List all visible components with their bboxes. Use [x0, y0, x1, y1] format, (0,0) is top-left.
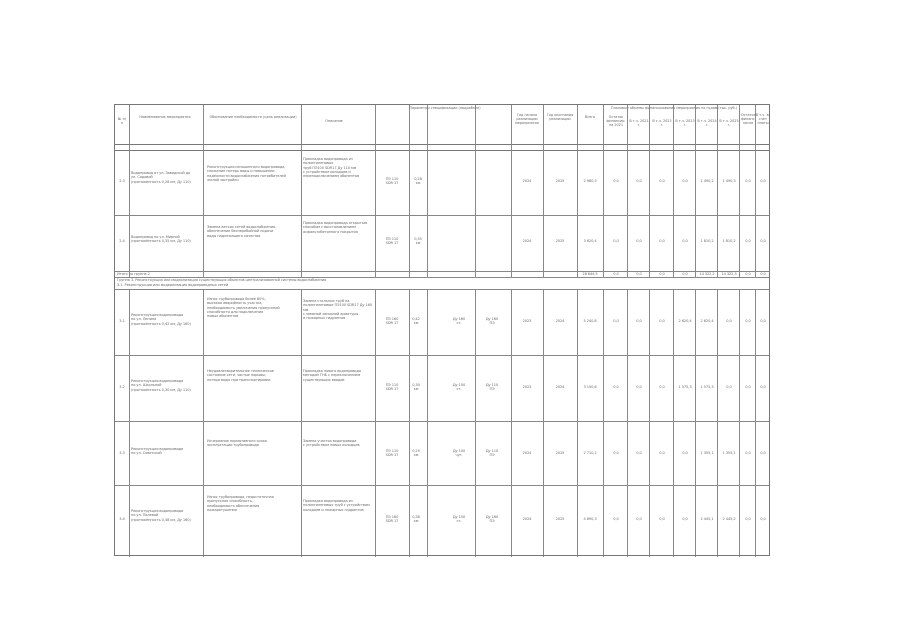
header-y4: В т.ч. 2023 г. [675, 119, 695, 127]
group-title: Группа 3. Реконструкция или модернизация существующих объектов централизованной системы водоснабжения [117, 278, 327, 282]
subtotal-y1: 0,0 [613, 272, 619, 276]
column-divider [577, 105, 578, 277]
column-divider [717, 105, 718, 277]
row-desc: Прокладка водопровода из полиэтиленовых труб ПЭ100 SDR17 Ду 110 мм с устройством колодцев и переподключением абонентов [303, 157, 360, 179]
row-desc: Прокладка нового водопровода методом ГНБ с переключением существующих вводов [303, 369, 361, 382]
column-divider [129, 289, 130, 557]
header-last: В т.ч. за счет платы [755, 113, 771, 125]
row-desc: Замена участка водопровода с устройством новых колодцев [303, 439, 360, 448]
header-num: № п/п [118, 117, 126, 125]
row-basis: Замена ветхих сетей водоснабжения, обеспечение бесперебойной подачи воды надлежащего качества [207, 225, 277, 238]
header-rest: Остаток финанс. после [741, 113, 756, 125]
subtotal-y4: 0,0 [682, 272, 688, 276]
subtotal-y3: 0,0 [659, 272, 665, 276]
row-num: 2.3 [119, 179, 125, 183]
row-end: 2025 [555, 517, 565, 521]
row-num: 3.3 [119, 451, 125, 455]
row-end: 2025 [555, 179, 565, 183]
table-row [115, 151, 769, 215]
header-y2: В т.ч. 2021 г. [629, 119, 649, 127]
row-y5: 1 575,3 [700, 385, 714, 389]
row-end: 2024 [555, 319, 565, 323]
row-y2: 0,0 [636, 319, 642, 323]
table-header [115, 105, 769, 145]
row-basis: Неудовлетворительное техническое состояние сети, частые порывы, потери воды при транспортировке [207, 369, 274, 382]
column-divider [543, 105, 544, 277]
row-name: Водопровод от ул. Заводской до ул. Садовой (протяжённость 0,28 км, Ду 110) [131, 171, 191, 184]
row-y1: 0,0 [613, 179, 619, 183]
column-divider [603, 105, 604, 277]
row-basis: Износ трубопровода более 80%, высокая аварийность участка, необходимость увеличения пропускной способности для подключения новых абонентов [207, 297, 280, 319]
row-params: ПЭ 110 SDR 17 [385, 449, 399, 458]
column-divider [427, 289, 428, 557]
row-num: 3.2 [119, 385, 125, 389]
row-material: Ду 160 ПЭ [485, 515, 499, 524]
column-divider [475, 289, 476, 557]
row-size: Ду 150 ст. [452, 515, 466, 524]
row-y6: 0,0 [726, 319, 732, 323]
row-len: 0,38 км [412, 515, 420, 524]
column-divider [409, 289, 410, 557]
column-divider [577, 289, 578, 557]
row-y2: 0,0 [636, 517, 642, 521]
table-row [115, 215, 769, 271]
column-divider [739, 289, 740, 557]
row-last: 0,0 [760, 239, 766, 243]
row-desc: Прокладка водопровода из полиэтиленовых труб с устройством колодцев и пожарных гидрантов [303, 499, 370, 512]
row-invest: 2024 [522, 179, 532, 183]
row-y3: 0,0 [659, 385, 665, 389]
row-last: 0,0 [760, 517, 766, 521]
row-y2: 0,0 [636, 179, 642, 183]
row-basis: Износ трубопровода, недостаточная пропускная способность, необходимость обеспечения пожаротушения [207, 495, 274, 512]
row-y3: 0,0 [659, 319, 665, 323]
row-y1: 0,0 [613, 319, 619, 323]
header-desc: Описание [325, 119, 343, 123]
row-desc: Прокладка водопровода открытым способом с восстановлением асфальтобетонного покрытия [303, 221, 368, 234]
column-divider [673, 105, 674, 277]
table-row [115, 289, 769, 355]
group-subtitle: 3.1. Реконструкция или модернизация водопроводных сетей [117, 283, 229, 287]
row-size: Ду 100 ст. [452, 383, 466, 392]
row-invest: 2023 [522, 319, 532, 323]
row-name: Реконструкция водопровода по ул. Советской [131, 447, 184, 456]
row-rest: 0,0 [745, 385, 751, 389]
column-divider [375, 289, 376, 557]
row-basis: Исчерпание нормативного срока эксплуатации трубопровода [207, 439, 267, 448]
subtotal-last: 0,0 [760, 272, 766, 276]
row-total: 5 240,8 [583, 319, 597, 323]
row-y5: 1 810,2 [700, 239, 714, 243]
row-rest: 0,0 [745, 517, 751, 521]
row-y4: 0,0 [682, 239, 688, 243]
row-num: 3.1 [119, 319, 125, 323]
row-total: 2 980,5 [583, 179, 597, 183]
row-size: Ду 160 ст. [452, 317, 466, 326]
header-params-group: Параметры спецификации (подробнее) [409, 106, 481, 110]
row-total: 3 150,6 [583, 385, 597, 389]
header-y5: В т.ч. 2024 г. [697, 119, 717, 127]
subtotal-rest: 0,0 [745, 272, 751, 276]
row-rest: 0,0 [745, 239, 751, 243]
row-params: ПЭ 160 SDR 17 [385, 317, 399, 326]
row-end: 2025 [555, 239, 565, 243]
row-material: Ду 160 ПЭ [485, 317, 499, 326]
table-row [115, 355, 769, 421]
column-divider [129, 105, 130, 277]
row-y5: 2 620,4 [700, 319, 714, 323]
row-invest: 2023 [522, 385, 532, 389]
column-divider [627, 289, 628, 557]
column-divider [695, 289, 696, 557]
row-desc: Замена стальных труб на полиэтиленовые ПЭ100 SDR17 Ду 160 мм с заменой запорной арматуры и пожарных гидрантов [303, 299, 373, 321]
column-divider [301, 105, 302, 277]
header-invest: Год начала реализации мероприятия [515, 113, 539, 125]
row-len: 0,42 км [412, 317, 420, 326]
column-divider [375, 105, 376, 277]
row-name: Водопровод по ул. Мирной (протяжённость 0,35 км, Ду 110) [131, 235, 191, 244]
row-name: Реконструкция водопровода по ул. Школьной (протяжённость 0,30 км, Ду 110) [131, 379, 191, 392]
subtotal-y5: 14 322,2 [699, 272, 715, 276]
row-y4: 0,0 [682, 179, 688, 183]
row-name: Реконструкция водопровода по ул. Полевой (протяжённость 0,38 км, Ду 160) [131, 509, 191, 522]
row-material: Ду 110 ПЭ [485, 383, 499, 392]
column-divider [603, 289, 604, 557]
group-heading [115, 277, 769, 289]
row-y1: 0,0 [613, 385, 619, 389]
row-len: 0,30 км [412, 383, 420, 392]
subtotal-label: Итого по группе 2 [117, 272, 150, 276]
column-divider [755, 105, 756, 277]
row-y3: 0,0 [659, 179, 665, 183]
column-divider [673, 289, 674, 557]
header-basis: Обоснование необходимости (цель реализации) [209, 115, 297, 119]
row-y1: 0,0 [613, 239, 619, 243]
column-divider [427, 105, 428, 277]
row-size: Ду 100 чуг. [452, 449, 466, 458]
row-y1: 0,0 [613, 451, 619, 455]
row-y5: 2 445,1 [700, 517, 714, 521]
column-divider [755, 289, 756, 557]
row-y5: 1 490,2 [700, 179, 714, 183]
column-divider [717, 289, 718, 557]
column-divider [409, 105, 410, 277]
row-last: 0,0 [760, 451, 766, 455]
subtotal-y2: 0,0 [636, 272, 642, 276]
column-divider [627, 105, 628, 277]
row-y6: 1 810,2 [722, 239, 736, 243]
table-row [115, 421, 769, 485]
column-divider [511, 289, 512, 557]
row-y6: 0,0 [726, 385, 732, 389]
row-y6: 2 445,2 [722, 517, 736, 521]
row-last: 0,0 [760, 179, 766, 183]
row-last: 0,0 [760, 319, 766, 323]
row-params: ПЭ 110 SDR 17 [385, 383, 399, 392]
row-y5: 1 355,1 [700, 451, 714, 455]
row-y4: 1 575,3 [678, 385, 692, 389]
subtotal-total: 28 644,5 [582, 272, 598, 276]
header-y1: Остаток финансир. на 2021 [606, 115, 626, 127]
row-num: 3.4 [119, 517, 125, 521]
column-divider [543, 289, 544, 557]
column-divider [695, 105, 696, 277]
row-end: 2025 [555, 451, 565, 455]
row-len: 0,25 км [412, 449, 420, 458]
row-basis: Реконструкция изношенного водопровода, снижение потерь воды и повышение надёжности водоснабжения потребителей жилой застройки [207, 165, 286, 182]
row-y3: 0,0 [659, 517, 665, 521]
row-y4: 0,0 [682, 517, 688, 521]
row-rest: 0,0 [745, 451, 751, 455]
row-name: Реконструкция водопровода по ул. Ленина (протяжённость 0,42 км, Ду 160) [131, 313, 191, 326]
row-total: 2 710,2 [583, 451, 597, 455]
row-params: ПЭ 160 SDR 17 [385, 515, 399, 524]
row-y1: 0,0 [613, 517, 619, 521]
column-divider [203, 289, 204, 557]
row-rest: 0,0 [745, 319, 751, 323]
row-rest: 0,0 [745, 179, 751, 183]
row-y2: 0,0 [636, 451, 642, 455]
row-params: ПЭ 110 SDR 17 [385, 177, 399, 186]
header-end: Год окончания реализации [546, 113, 574, 121]
column-divider [475, 105, 476, 277]
row-len: 0,35 км [414, 237, 422, 246]
subtotal-y6: 14 322,3 [721, 272, 737, 276]
row-y4: 2 620,4 [678, 319, 692, 323]
row-y3: 0,0 [659, 239, 665, 243]
row-params: ПЭ 110 SDR 17 [385, 237, 399, 246]
row-y2: 0,0 [636, 385, 642, 389]
row-total: 3 620,4 [583, 239, 597, 243]
document-table [114, 104, 770, 556]
row-invest: 2024 [522, 451, 532, 455]
row-invest: 2024 [522, 239, 532, 243]
header-y3: В т.ч. 2022 г. [652, 119, 672, 127]
row-y2: 0,0 [636, 239, 642, 243]
column-divider [203, 105, 204, 277]
row-invest: 2024 [522, 517, 532, 521]
column-divider [649, 105, 650, 277]
table-row [115, 485, 769, 557]
row-y6: 1 490,3 [722, 179, 736, 183]
column-divider [649, 289, 650, 557]
row-num: 2.4 [119, 239, 125, 243]
header-name: Наименование мероприятия [139, 115, 191, 119]
row-material: Ду 110 ПЭ [485, 449, 499, 458]
row-total: 4 890,3 [583, 517, 597, 521]
header-finance-group: Плановые объемы финансирования мероприятия по годам (тыс. руб.) [610, 106, 738, 110]
column-divider [301, 289, 302, 557]
row-y3: 0,0 [659, 451, 665, 455]
column-divider [511, 105, 512, 277]
row-last: 0,0 [760, 385, 766, 389]
row-y4: 0,0 [682, 451, 688, 455]
row-end: 2024 [555, 385, 565, 389]
column-divider [739, 105, 740, 277]
header-y6: В т.ч. 2025 г. [719, 119, 739, 127]
row-len: 0,28 км [414, 177, 422, 186]
header-total: Всего [584, 115, 596, 119]
row-y6: 1 355,1 [722, 451, 736, 455]
